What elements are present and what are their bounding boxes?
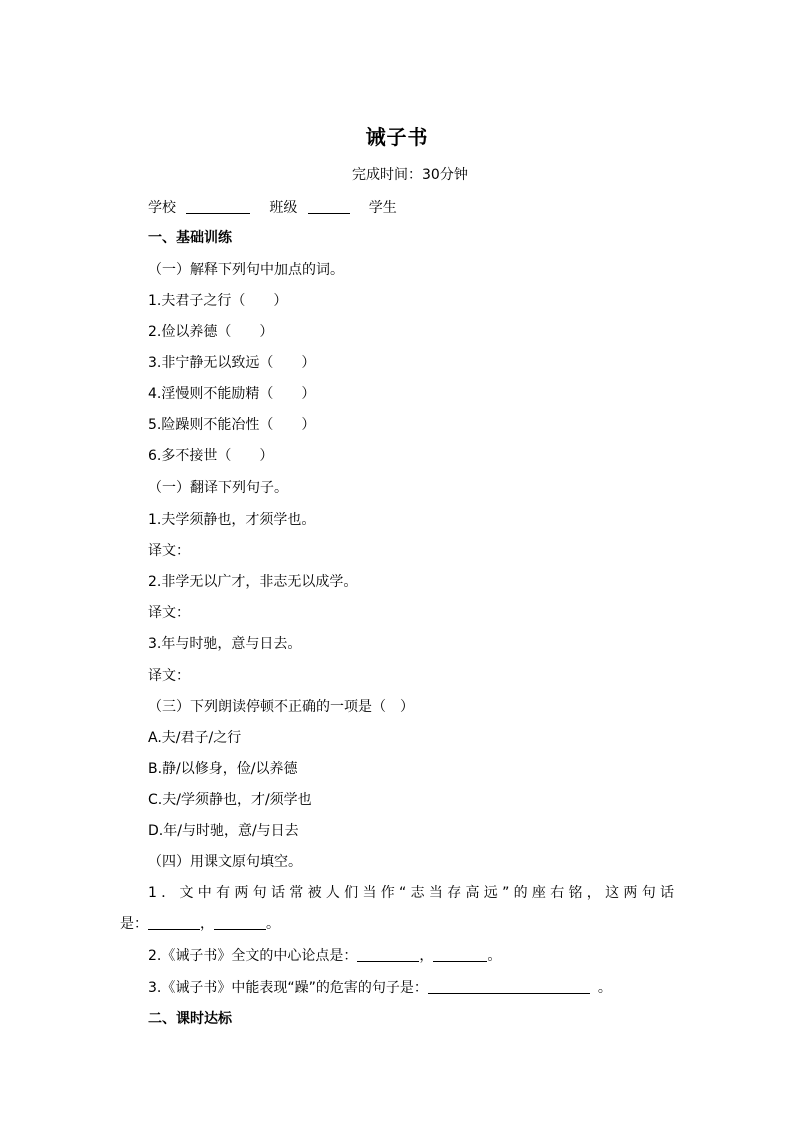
option-a: A.夫/君子/之行 [148, 730, 242, 746]
part1-item: 5.险躁则不能冶性（ ） [148, 417, 316, 433]
part1-item: 2.俭以养德（ ） [148, 324, 274, 340]
time-limit: 完成时间：30分钟 [352, 167, 468, 183]
student-label: 学生 [368, 200, 397, 216]
answer-blank[interactable] [428, 979, 590, 994]
part3-title: （三）下列朗读停顿不正确的一项是（ ） [148, 699, 414, 715]
answer-prefix: 是： [120, 916, 148, 932]
end-mark: 。 [597, 980, 612, 996]
fill-question-3 [148, 977, 612, 997]
document-title: 诫子书 [365, 125, 429, 149]
separator: ， [419, 948, 434, 964]
part1-title: （一）解释下列句中加点的词。 [148, 262, 344, 278]
part1-item: 1.夫君子之行（ ） [148, 293, 288, 309]
fill-question-1: 1．文中有两句话常被人们当作“志当存高远”的座右铭，这两句话 [148, 885, 674, 901]
translate-sentence: 3.年与时驰，意与日去。 [148, 636, 302, 652]
translate-sentence: 1.夫学须静也，才须学也。 [148, 512, 316, 528]
section-heading-basic: 一、基础训练 [148, 230, 232, 246]
fill-question-1-answer [120, 913, 280, 933]
end-mark: 。 [487, 948, 502, 964]
school-blank[interactable] [186, 199, 250, 214]
school-label: 学校 [148, 200, 176, 216]
part1-item: 6.多不接世（ ） [148, 448, 274, 464]
fill-question-2 [148, 945, 501, 965]
option-b: B.静/以修身，俭/以养德 [148, 761, 298, 777]
part1-item: 4.淫慢则不能励精（ ） [148, 386, 316, 402]
answer-blank-1[interactable] [357, 947, 419, 962]
part4-title: （四）用课文原句填空。 [148, 854, 302, 870]
answer-blank-2[interactable] [433, 947, 487, 962]
answer-blank-1[interactable] [148, 915, 200, 930]
part2-title: （一）翻译下列句子。 [148, 480, 288, 496]
part1-item: 3.非宁静无以致远（ ） [148, 355, 316, 371]
section-heading-lesson: 二、课时达标 [148, 1011, 232, 1027]
class-blank[interactable] [308, 199, 350, 214]
answer-blank-2[interactable] [214, 915, 266, 930]
end-mark: 。 [266, 916, 280, 932]
class-label: 班级 [269, 200, 298, 216]
translation-label: 译文： [148, 543, 190, 559]
question-text: 3.《诫子书》中能表现“躁”的危害的句子是： [148, 980, 428, 996]
translation-label: 译文： [148, 605, 190, 621]
translate-sentence: 2.非学无以广才，非志无以成学。 [148, 574, 358, 590]
translation-label: 译文： [148, 668, 190, 684]
question-text: 2.《诫子书》全文的中心论点是： [148, 948, 358, 964]
student-info-line [148, 197, 397, 217]
option-c: C.夫/学须静也，才/须学也 [148, 792, 312, 808]
option-d: D.年/与时驰，意/与日去 [148, 823, 299, 839]
separator: ， [200, 916, 214, 932]
